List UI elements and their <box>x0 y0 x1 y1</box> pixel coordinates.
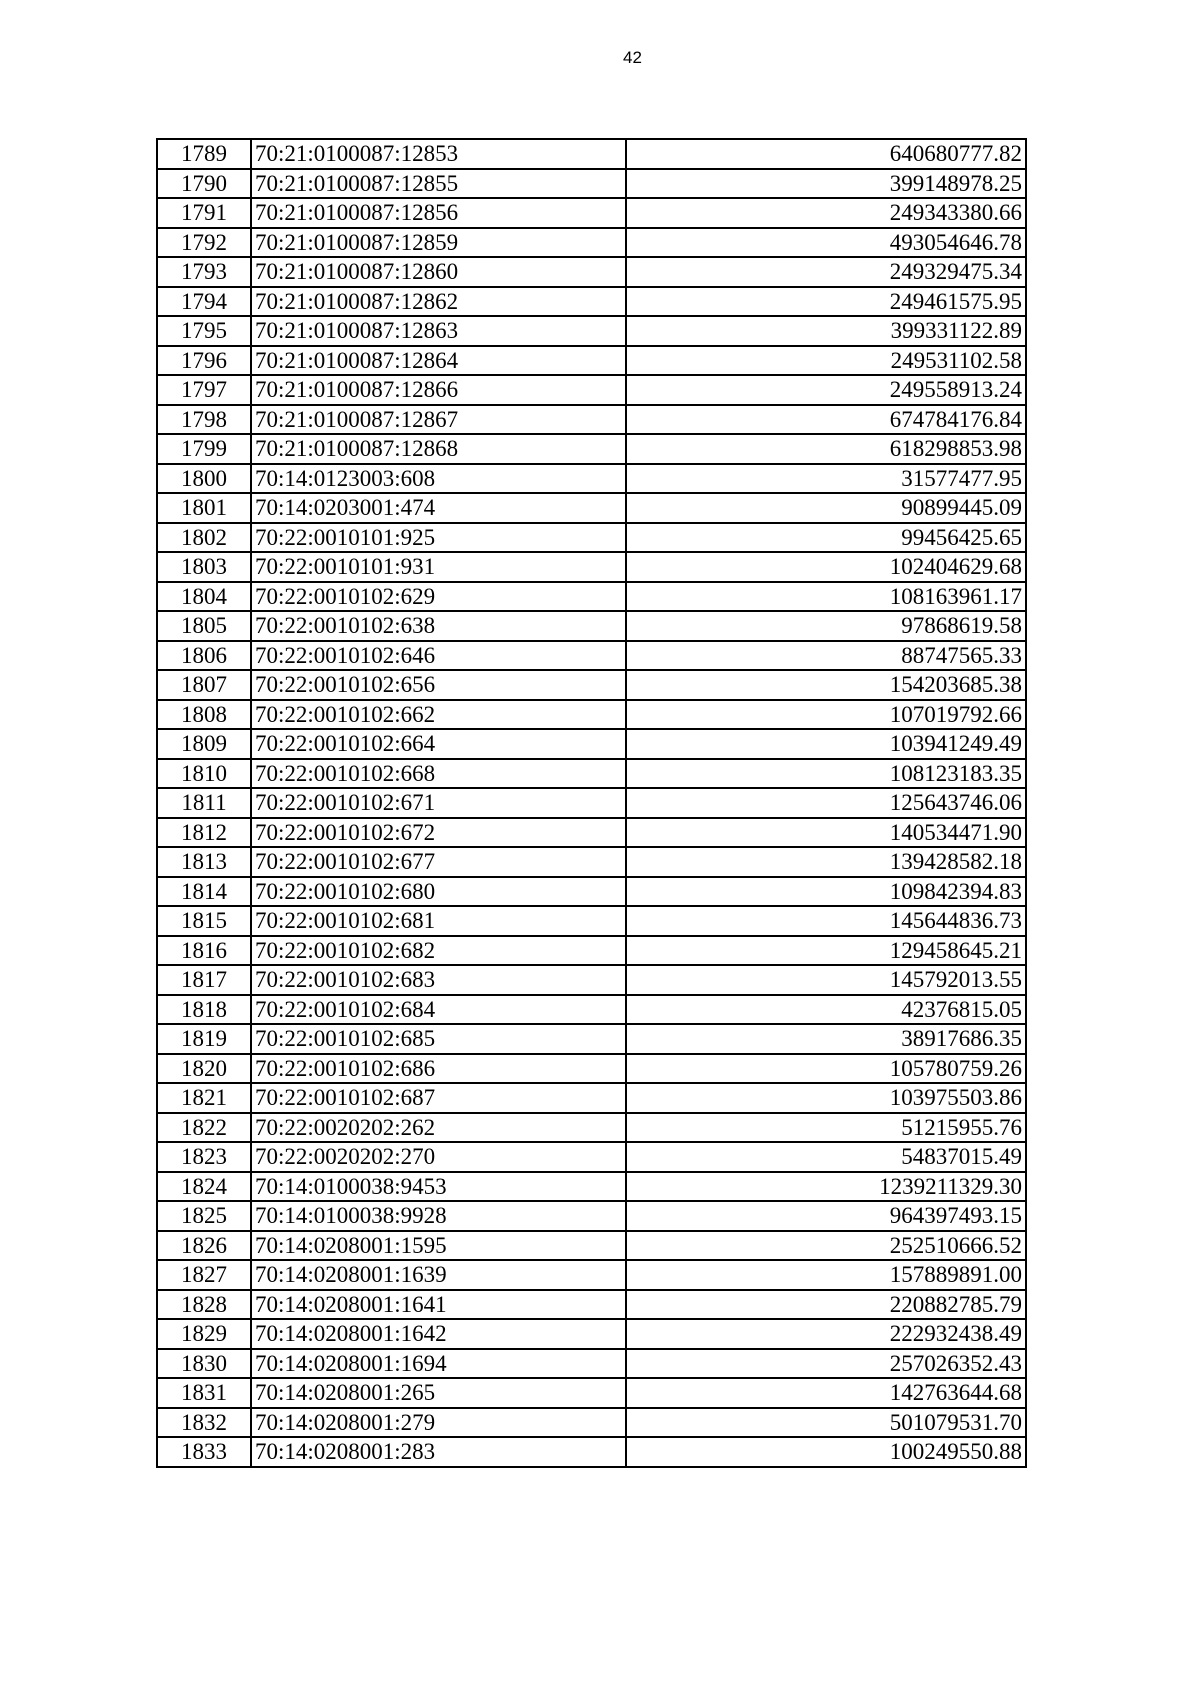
cadastral-number-cell: 70:22:0010102:656 <box>251 670 626 700</box>
table-row <box>157 257 1026 287</box>
value-cell: 222932438.49 <box>626 1319 1026 1349</box>
cadastral-number-cell: 70:21:0100087:12862 <box>251 287 626 317</box>
cadastral-number-cell: 70:22:0010101:931 <box>251 552 626 582</box>
cadastral-number-cell: 70:22:0010102:664 <box>251 729 626 759</box>
row-number-cell: 1816 <box>157 936 251 966</box>
cadastral-number-cell: 70:14:0208001:1642 <box>251 1319 626 1349</box>
table-row <box>157 523 1026 553</box>
value-cell: 249461575.95 <box>626 287 1026 317</box>
row-number-cell: 1818 <box>157 995 251 1025</box>
cadastral-number-cell: 70:22:0020202:270 <box>251 1142 626 1172</box>
row-number-cell: 1814 <box>157 877 251 907</box>
page-number: 42 <box>623 48 642 67</box>
row-number-cell: 1792 <box>157 228 251 258</box>
value-cell: 108123183.35 <box>626 759 1026 789</box>
value-cell: 252510666.52 <box>626 1231 1026 1261</box>
table-row <box>157 198 1026 228</box>
value-cell: 125643746.06 <box>626 788 1026 818</box>
table-row <box>157 1142 1026 1172</box>
table-row <box>157 139 1026 169</box>
table-row <box>157 1349 1026 1379</box>
value-cell: 103975503.86 <box>626 1083 1026 1113</box>
cadastral-number-cell: 70:22:0010102:629 <box>251 582 626 612</box>
row-number-cell: 1789 <box>157 139 251 169</box>
value-cell: 142763644.68 <box>626 1378 1026 1408</box>
table-row <box>157 818 1026 848</box>
table-row <box>157 582 1026 612</box>
row-number-cell: 1809 <box>157 729 251 759</box>
table-row <box>157 906 1026 936</box>
table-row <box>157 641 1026 671</box>
value-cell: 140534471.90 <box>626 818 1026 848</box>
row-number-cell: 1820 <box>157 1054 251 1084</box>
table-row <box>157 1024 1026 1054</box>
value-cell: 105780759.26 <box>626 1054 1026 1084</box>
value-cell: 399148978.25 <box>626 169 1026 199</box>
row-number-cell: 1810 <box>157 759 251 789</box>
cadastral-number-cell: 70:14:0100038:9928 <box>251 1201 626 1231</box>
value-cell: 90899445.09 <box>626 493 1026 523</box>
cadastral-number-cell: 70:22:0010101:925 <box>251 523 626 553</box>
row-number-cell: 1833 <box>157 1437 251 1467</box>
value-cell: 674784176.84 <box>626 405 1026 435</box>
row-number-cell: 1798 <box>157 405 251 435</box>
cadastral-number-cell: 70:22:0010102:646 <box>251 641 626 671</box>
table-row <box>157 228 1026 258</box>
cadastral-number-cell: 70:22:0010102:682 <box>251 936 626 966</box>
value-cell: 97868619.58 <box>626 611 1026 641</box>
cadastral-number-cell: 70:14:0208001:283 <box>251 1437 626 1467</box>
value-cell: 38917686.35 <box>626 1024 1026 1054</box>
table-row <box>157 1054 1026 1084</box>
row-number-cell: 1808 <box>157 700 251 730</box>
row-number-cell: 1832 <box>157 1408 251 1438</box>
table-row <box>157 405 1026 435</box>
value-cell: 249558913.24 <box>626 375 1026 405</box>
row-number-cell: 1826 <box>157 1231 251 1261</box>
table-row <box>157 1172 1026 1202</box>
row-number-cell: 1799 <box>157 434 251 464</box>
value-cell: 618298853.98 <box>626 434 1026 464</box>
row-number-cell: 1822 <box>157 1113 251 1143</box>
value-cell: 249531102.58 <box>626 346 1026 376</box>
cadastral-number-cell: 70:14:0123003:608 <box>251 464 626 494</box>
value-cell: 100249550.88 <box>626 1437 1026 1467</box>
value-cell: 102404629.68 <box>626 552 1026 582</box>
cadastral-number-cell: 70:21:0100087:12853 <box>251 139 626 169</box>
table-row <box>157 670 1026 700</box>
row-number-cell: 1793 <box>157 257 251 287</box>
value-cell: 129458645.21 <box>626 936 1026 966</box>
cadastral-number-cell: 70:22:0010102:671 <box>251 788 626 818</box>
value-cell: 109842394.83 <box>626 877 1026 907</box>
value-cell: 249329475.34 <box>626 257 1026 287</box>
value-cell: 42376815.05 <box>626 995 1026 1025</box>
value-cell: 107019792.66 <box>626 700 1026 730</box>
table-row <box>157 965 1026 995</box>
value-cell: 249343380.66 <box>626 198 1026 228</box>
table-row <box>157 1319 1026 1349</box>
value-cell: 139428582.18 <box>626 847 1026 877</box>
row-number-cell: 1813 <box>157 847 251 877</box>
cadastral-number-cell: 70:14:0100038:9453 <box>251 1172 626 1202</box>
table-row <box>157 847 1026 877</box>
row-number-cell: 1825 <box>157 1201 251 1231</box>
table-row <box>157 788 1026 818</box>
cadastral-number-cell: 70:14:0208001:1639 <box>251 1260 626 1290</box>
value-cell: 501079531.70 <box>626 1408 1026 1438</box>
cadastral-number-cell: 70:22:0010102:684 <box>251 995 626 1025</box>
table-row <box>157 1201 1026 1231</box>
table-row <box>157 169 1026 199</box>
table-row <box>157 316 1026 346</box>
cadastral-number-cell: 70:22:0010102:683 <box>251 965 626 995</box>
cadastral-number-cell: 70:22:0010102:677 <box>251 847 626 877</box>
table-row <box>157 1231 1026 1261</box>
value-cell: 154203685.38 <box>626 670 1026 700</box>
table-row <box>157 759 1026 789</box>
cadastral-number-cell: 70:21:0100087:12860 <box>251 257 626 287</box>
cadastral-number-cell: 70:22:0010102:668 <box>251 759 626 789</box>
row-number-cell: 1805 <box>157 611 251 641</box>
row-number-cell: 1823 <box>157 1142 251 1172</box>
value-cell: 157889891.00 <box>626 1260 1026 1290</box>
value-cell: 88747565.33 <box>626 641 1026 671</box>
cadastral-number-cell: 70:14:0203001:474 <box>251 493 626 523</box>
table-body <box>157 139 1026 1467</box>
value-cell: 31577477.95 <box>626 464 1026 494</box>
table-row <box>157 995 1026 1025</box>
value-cell: 964397493.15 <box>626 1201 1026 1231</box>
row-number-cell: 1804 <box>157 582 251 612</box>
row-number-cell: 1812 <box>157 818 251 848</box>
row-number-cell: 1827 <box>157 1260 251 1290</box>
cadastral-number-cell: 70:22:0010102:687 <box>251 1083 626 1113</box>
cadastral-number-cell: 70:22:0010102:672 <box>251 818 626 848</box>
row-number-cell: 1815 <box>157 906 251 936</box>
table-row <box>157 1083 1026 1113</box>
table-row <box>157 552 1026 582</box>
cadastral-number-cell: 70:21:0100087:12856 <box>251 198 626 228</box>
table-row <box>157 936 1026 966</box>
value-cell: 399331122.89 <box>626 316 1026 346</box>
cadastral-number-cell: 70:14:0208001:1694 <box>251 1349 626 1379</box>
cadastral-number-cell: 70:22:0010102:686 <box>251 1054 626 1084</box>
cadastral-number-cell: 70:22:0010102:680 <box>251 877 626 907</box>
row-number-cell: 1790 <box>157 169 251 199</box>
row-number-cell: 1828 <box>157 1290 251 1320</box>
cadastral-number-cell: 70:14:0208001:1595 <box>251 1231 626 1261</box>
value-cell: 99456425.65 <box>626 523 1026 553</box>
cadastral-number-cell: 70:21:0100087:12866 <box>251 375 626 405</box>
row-number-cell: 1829 <box>157 1319 251 1349</box>
table-row <box>157 375 1026 405</box>
value-cell: 145792013.55 <box>626 965 1026 995</box>
row-number-cell: 1802 <box>157 523 251 553</box>
row-number-cell: 1803 <box>157 552 251 582</box>
value-cell: 257026352.43 <box>626 1349 1026 1379</box>
value-cell: 54837015.49 <box>626 1142 1026 1172</box>
cadastral-number-cell: 70:22:0010102:685 <box>251 1024 626 1054</box>
registry-table <box>156 138 1027 1468</box>
table-row <box>157 1408 1026 1438</box>
table-row <box>157 877 1026 907</box>
row-number-cell: 1807 <box>157 670 251 700</box>
row-number-cell: 1796 <box>157 346 251 376</box>
row-number-cell: 1831 <box>157 1378 251 1408</box>
cadastral-number-cell: 70:14:0208001:279 <box>251 1408 626 1438</box>
table-row <box>157 1378 1026 1408</box>
cadastral-number-cell: 70:22:0010102:662 <box>251 700 626 730</box>
cadastral-number-cell: 70:21:0100087:12868 <box>251 434 626 464</box>
value-cell: 103941249.49 <box>626 729 1026 759</box>
value-cell: 51215955.76 <box>626 1113 1026 1143</box>
row-number-cell: 1800 <box>157 464 251 494</box>
cadastral-number-cell: 70:22:0020202:262 <box>251 1113 626 1143</box>
cadastral-number-cell: 70:21:0100087:12863 <box>251 316 626 346</box>
row-number-cell: 1795 <box>157 316 251 346</box>
cadastral-number-cell: 70:21:0100087:12859 <box>251 228 626 258</box>
value-cell: 1239211329.30 <box>626 1172 1026 1202</box>
value-cell: 640680777.82 <box>626 139 1026 169</box>
cadastral-number-cell: 70:22:0010102:681 <box>251 906 626 936</box>
table-row <box>157 1260 1026 1290</box>
row-number-cell: 1824 <box>157 1172 251 1202</box>
table-row <box>157 287 1026 317</box>
row-number-cell: 1801 <box>157 493 251 523</box>
row-number-cell: 1830 <box>157 1349 251 1379</box>
row-number-cell: 1797 <box>157 375 251 405</box>
cadastral-number-cell: 70:21:0100087:12864 <box>251 346 626 376</box>
row-number-cell: 1817 <box>157 965 251 995</box>
table-row <box>157 1437 1026 1467</box>
cadastral-number-cell: 70:22:0010102:638 <box>251 611 626 641</box>
table-row <box>157 729 1026 759</box>
cadastral-number-cell: 70:14:0208001:1641 <box>251 1290 626 1320</box>
table-row <box>157 346 1026 376</box>
row-number-cell: 1794 <box>157 287 251 317</box>
value-cell: 220882785.79 <box>626 1290 1026 1320</box>
table-row <box>157 493 1026 523</box>
row-number-cell: 1811 <box>157 788 251 818</box>
row-number-cell: 1819 <box>157 1024 251 1054</box>
table-row <box>157 1290 1026 1320</box>
value-cell: 145644836.73 <box>626 906 1026 936</box>
cadastral-number-cell: 70:14:0208001:265 <box>251 1378 626 1408</box>
cadastral-number-cell: 70:21:0100087:12855 <box>251 169 626 199</box>
table-row <box>157 464 1026 494</box>
cadastral-number-cell: 70:21:0100087:12867 <box>251 405 626 435</box>
row-number-cell: 1806 <box>157 641 251 671</box>
value-cell: 108163961.17 <box>626 582 1026 612</box>
value-cell: 493054646.78 <box>626 228 1026 258</box>
table-row <box>157 434 1026 464</box>
row-number-cell: 1821 <box>157 1083 251 1113</box>
table-row <box>157 1113 1026 1143</box>
table-row <box>157 700 1026 730</box>
table-row <box>157 611 1026 641</box>
row-number-cell: 1791 <box>157 198 251 228</box>
